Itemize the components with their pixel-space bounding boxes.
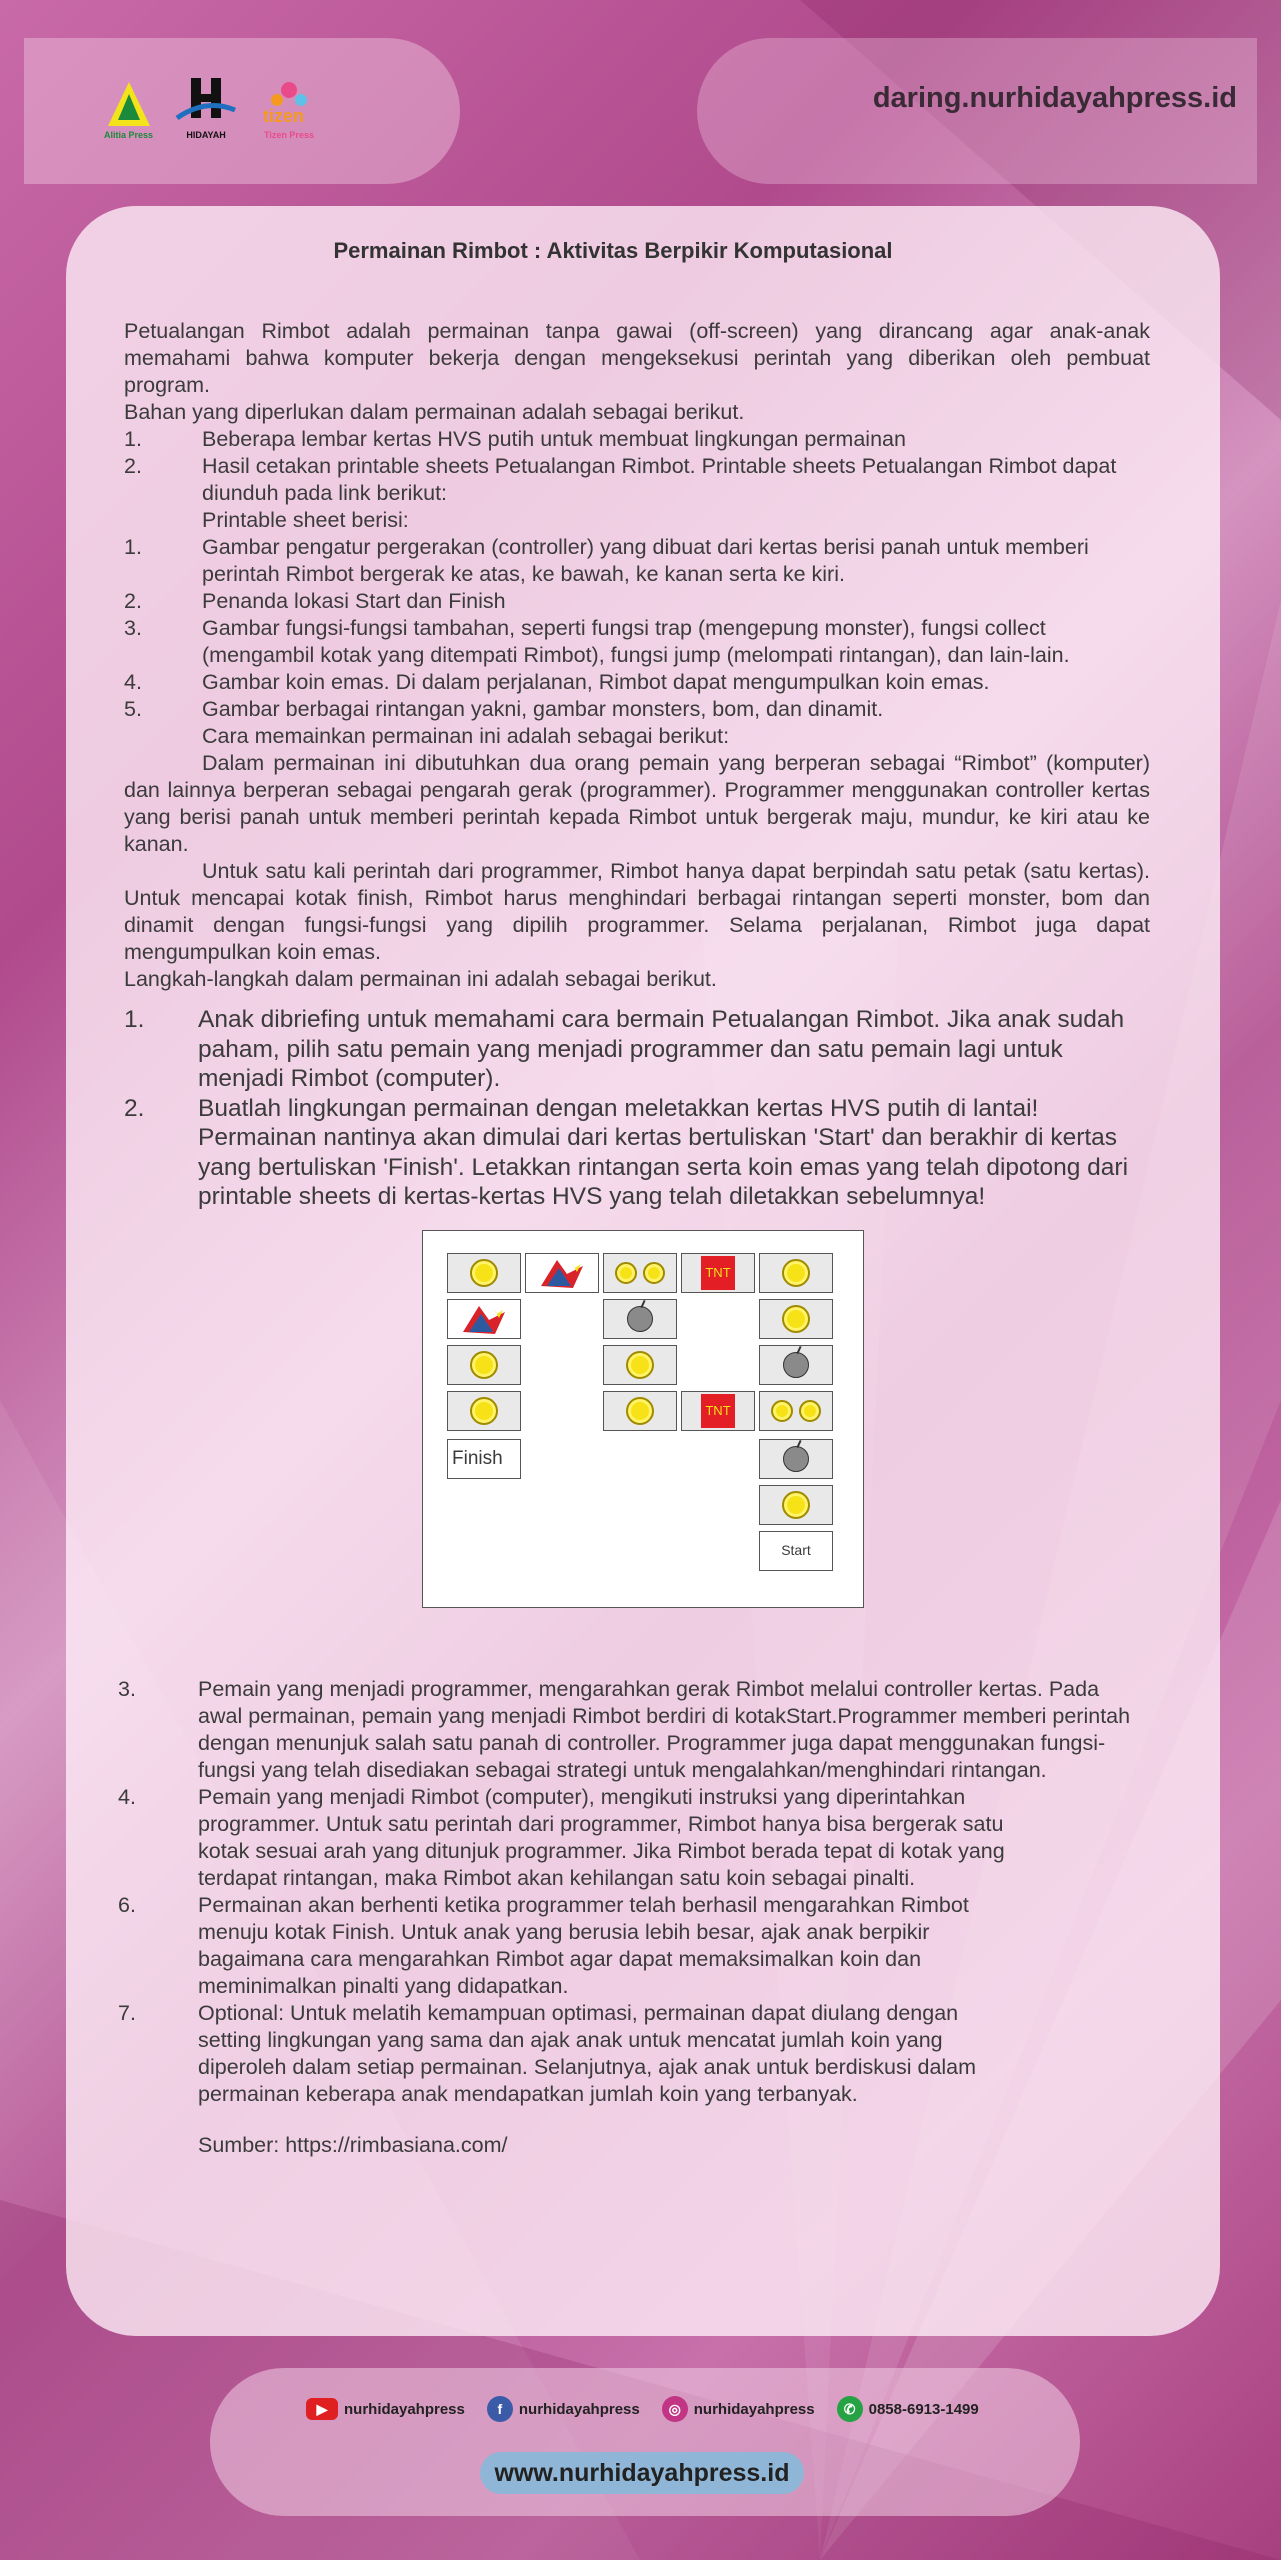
- game-board-diagram: [422, 1230, 864, 1608]
- list-item: 1. Beberapa lembar kertas HVS putih untuk membuat lingkungan permainan: [124, 427, 906, 451]
- article-body: [124, 318, 1150, 1608]
- social-links: [306, 2396, 979, 2422]
- coin-cell: [603, 1391, 677, 1431]
- coin-cell: [759, 1253, 833, 1293]
- logo-alitia: Alitia Press: [104, 80, 153, 140]
- coin-icon: [470, 1397, 498, 1425]
- bomb-cell: [759, 1439, 833, 1479]
- list-item: 3. Pemain yang menjadi programmer, mengarahkan gerak Rimbot melalui controller kertas. Pada awal permainan, pemain yang menjadi Rimbot berdiri di kotakStart.Programmer memberi perintah dengan menunjuk salah satu panah di controller. Programmer juga dapat menggunakan fungsi-fungsi yang telah disediakan sebagai strategi untuk mengalahkan/menghindari rintangan.: [118, 1677, 1131, 1782]
- website-url[interactable]: www.nurhidayahpress.id: [480, 2452, 804, 2494]
- hidayah-logo-icon: [175, 74, 237, 130]
- youtube-link[interactable]: ▶ nurhidayahpress: [306, 2398, 465, 2420]
- steps-label: Langkah-langkah dalam permainan ini adalah sebagai berikut.: [124, 967, 717, 991]
- start-cell: Start: [759, 1531, 833, 1571]
- tnt-icon: TNT: [701, 1394, 735, 1428]
- list-item: 2. Hasil cetakan printable sheets Petualangan Rimbot. Printable sheets Petualangan Rimbot dapat diunduh pada link berikut:: [124, 454, 1117, 505]
- monster-cell: [525, 1253, 599, 1293]
- coin-cell: [759, 1299, 833, 1339]
- list-item: 1. Anak dibriefing untuk memahami cara bermain Petualangan Rimbot. Jika anak sudah paham, pilih satu pemain yang menjadi programmer dan satu pemain lagi untuk menjadi Rimbot (computer).: [124, 1006, 1125, 1092]
- bomb-icon: [783, 1446, 809, 1472]
- paragraph: Untuk satu kali perintah dari programmer, Rimbot hanya dapat berpindah satu petak (satu kertas). Untuk mencapai kotak finish, Rimbot harus menghindari berbagai rintangan seperti monster, bom dan dinamit dengan fungsi-fungsi yang dipilih programmer. Selama perjalanan, Rimbot juga dapat mengumpulkan koin emas.: [124, 859, 1150, 964]
- tnt-cell: [681, 1391, 755, 1431]
- facebook-link[interactable]: f nurhidayahpress: [487, 2396, 640, 2422]
- sheet-label: Printable sheet berisi:: [202, 508, 409, 532]
- coin-cell: [447, 1345, 521, 1385]
- coin-icon: [782, 1259, 810, 1287]
- list-item: 6. Permainan akan berhenti ketika programmer telah berhasil mengarahkan Rimbot menuju kotak Finish. Untuk anak yang berusia lebih besar, ajak anak berpikir bagaimana cara mengarahkan Rimbot agar dapat memaksimalkan koin dan meminimalkan pinalti yang didapatkan.: [118, 1893, 969, 1998]
- coin-icon: [799, 1400, 821, 1422]
- youtube-icon: ▶: [306, 2398, 338, 2420]
- list-item: 2. Buatlah lingkungan permainan dengan meletakkan kertas HVS putih di lantai! Permainan nantinya akan dimulai dari kertas bertuliskan 'Start' dan berakhir di kertas yang bertuliskan 'Finish'. Letakkan rintangan serta koin emas yang telah dipotong dari printable sheets di kertas-kertas HVS yang telah diletakkan sebelumnya!: [124, 1094, 1129, 1210]
- bomb-cell: [603, 1299, 677, 1339]
- coin-cell: [759, 1391, 833, 1431]
- coin-icon: [782, 1305, 810, 1333]
- coin-icon: [771, 1400, 793, 1422]
- publisher-logos: [104, 74, 319, 140]
- bomb-icon: [627, 1306, 653, 1332]
- coin-cell: [603, 1253, 677, 1293]
- coin-icon: [470, 1351, 498, 1379]
- logo-tizen: tizen Tizen Press: [259, 74, 319, 140]
- list-item: 2. Penanda lokasi Start dan Finish: [124, 589, 506, 613]
- whatsapp-link[interactable]: ✆ 0858-6913-1499: [837, 2396, 979, 2422]
- tnt-cell: [681, 1253, 755, 1293]
- coin-cell: [447, 1253, 521, 1293]
- coin-icon: [782, 1491, 810, 1519]
- paragraph: Dalam permainan ini dibutuhkan dua orang pemain yang berperan sebagai “Rimbot” (komputer) dan lainnya berperan sebagai pengarah gerak (programmer). Programmer menggunakan controller kertas yang berisi panah untuk memberi perintah kepada Rimbot untuk bergerak maju, mundur, ke kiri atau ke kanan.: [124, 751, 1150, 856]
- coin-cell: [759, 1485, 833, 1525]
- coin-cell: [603, 1345, 677, 1385]
- steps-list-bottom: [118, 1676, 1148, 2159]
- list-item: 3. Gambar fungsi-fungsi tambahan, seperti fungsi trap (mengepung monster), fungsi collect (mengambil kotak yang ditempati Rimbot), fungsi jump (melompati rintangan), dan lain-lain.: [124, 616, 1070, 667]
- materials-label: Bahan yang diperlukan dalam permainan adalah sebagai berikut.: [124, 400, 745, 424]
- bomb-icon: [783, 1352, 809, 1378]
- bomb-cell: [759, 1345, 833, 1385]
- coin-icon: [626, 1397, 654, 1425]
- coin-cell: [447, 1391, 521, 1431]
- monster-icon: [459, 1302, 509, 1336]
- tnt-icon: TNT: [701, 1256, 735, 1290]
- tizen-logo-icon: [259, 74, 319, 130]
- list-item: 4. Gambar koin emas. Di dalam perjalanan, Rimbot dapat mengumpulkan koin emas.: [124, 670, 990, 694]
- list-item: 7. Optional: Untuk melatih kemampuan optimasi, permainan dapat diulang dengan setting lingkungan yang sama dan ajak anak untuk mencatat jumlah koin yang diperoleh dalam setiap permainan. Selanjutnya, ajak anak untuk berdiskusi dalam permainan keberapa anak mendapatkan jumlah koin yang terbanyak.: [118, 2001, 977, 2106]
- coin-icon: [615, 1262, 637, 1284]
- facebook-icon: f: [487, 2396, 513, 2422]
- finish-cell: Finish: [447, 1439, 521, 1479]
- source-link[interactable]: Sumber: https://rimbasiana.com/: [198, 2133, 508, 2157]
- monster-icon: [537, 1256, 587, 1290]
- list-item: 5. Gambar berbagai rintangan yakni, gambar monsters, bom, dan dinamit.: [124, 697, 884, 721]
- list-item: 4. Pemain yang menjadi Rimbot (computer), mengikuti instruksi yang diperintahkan programmer. Untuk satu perintah dari programmer, Rimbot hanya bisa bergerak satu kotak sesuai arah yang ditunjuk programmer. Jika Rimbot berada tepat di kotak yang terdapat rintangan, maka Rimbot akan kehilangan satu koin sebagai pinalti.: [118, 1785, 1005, 1890]
- list-item: 1. Gambar pengatur pergerakan (controller) yang dibuat dari kertas berisi panah untuk memberi perintah Rimbot bergerak ke atas, ke bawah, ke kanan serta ke kiri.: [124, 535, 1089, 586]
- instagram-icon: ◎: [662, 2396, 688, 2422]
- site-url-top[interactable]: daring.nurhidayahpress.id: [872, 82, 1237, 114]
- svg-text:tizen: tizen: [263, 106, 305, 126]
- alitia-logo-icon: [106, 80, 152, 130]
- instagram-link[interactable]: ◎ nurhidayahpress: [662, 2396, 815, 2422]
- coin-icon: [626, 1351, 654, 1379]
- how-label: Cara memainkan permainan ini adalah sebagai berikut:: [202, 724, 730, 748]
- page-title: Permainan Rimbot : Aktivitas Berpikir Komputasional: [333, 238, 893, 263]
- coin-icon: [470, 1259, 498, 1287]
- coin-icon: [643, 1262, 665, 1284]
- whatsapp-icon: ✆: [837, 2396, 863, 2422]
- monster-cell: [447, 1299, 521, 1339]
- logo-hidayah: HIDAYAH: [175, 74, 237, 140]
- intro-paragraph: Petualangan Rimbot adalah permainan tanpa gawai (off-screen) yang dirancang agar anak-anak memahami bahwa komputer bekerja dengan mengeksekusi perintah yang diberikan oleh pembuat program.: [124, 319, 1150, 397]
